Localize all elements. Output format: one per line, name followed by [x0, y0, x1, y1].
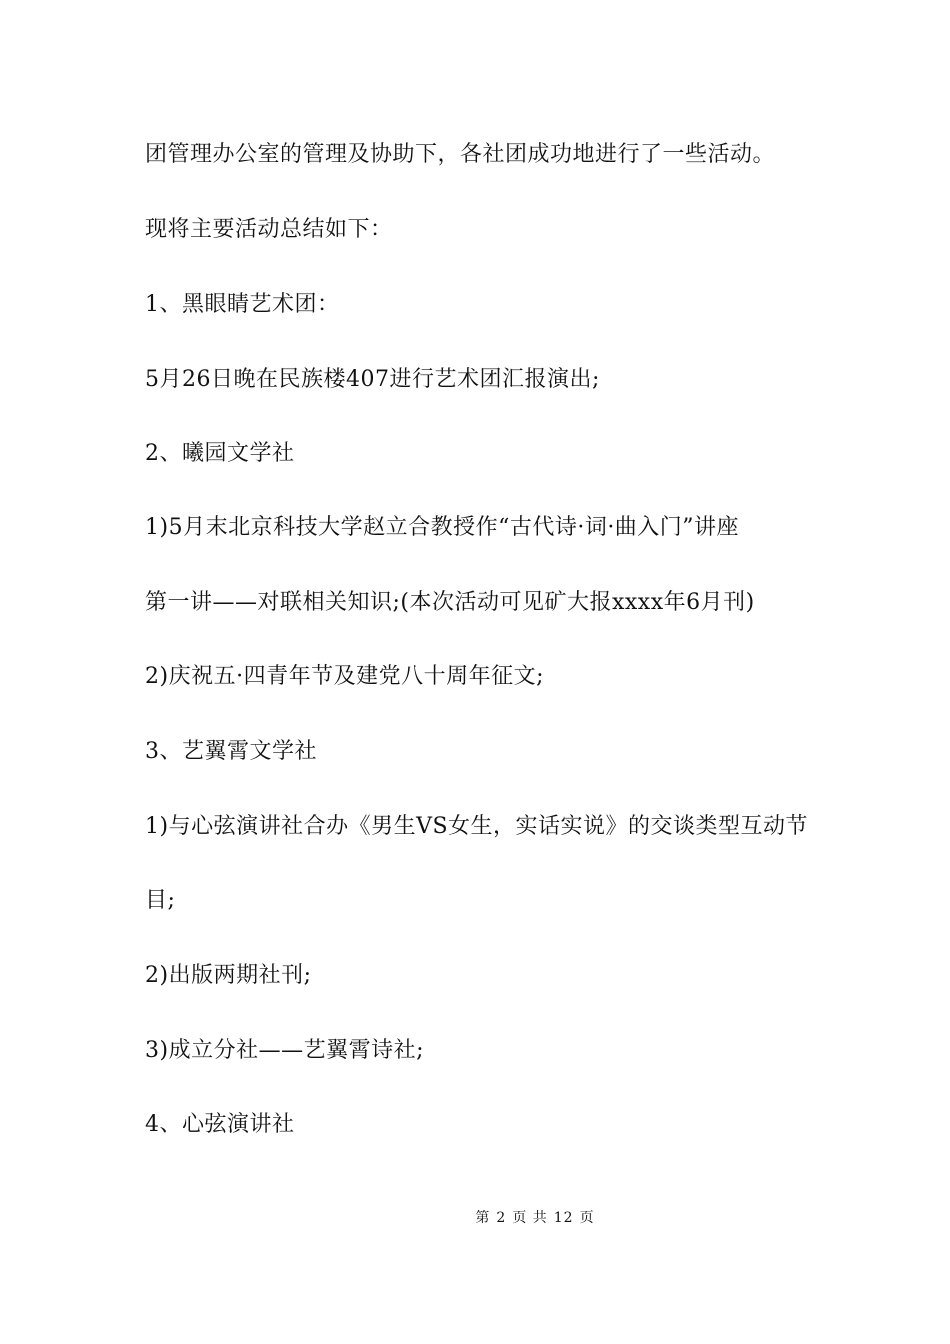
text-line-10: 1)与心弦演讲社合办《男生VS女生，实话实说》的交谈类型互动节 — [145, 814, 809, 839]
text-line-4: 5月26日晚在民族楼407进行艺术团汇报演出; — [145, 367, 600, 392]
text-line-5: 2、曦园文学社 — [145, 441, 295, 466]
text-line-7: 第一讲——对联相关知识;(本次活动可见矿大报xxxx年6月刊) — [145, 590, 755, 615]
text-line-13: 3)成立分社——艺翼霄诗社; — [145, 1038, 424, 1063]
footer-page-number: 2 — [496, 1210, 507, 1226]
footer-page-mid: 页 共 — [512, 1210, 548, 1226]
page-footer — [0, 1208, 950, 1228]
text-line-6: 1)5月末北京科技大学赵立合教授作“古代诗·词·曲入门”讲座 — [145, 515, 740, 540]
text-line-11: 目; — [145, 888, 176, 913]
footer-page-prefix: 第 — [475, 1210, 491, 1226]
text-line-14: 4、心弦演讲社 — [145, 1112, 295, 1137]
text-line-1: 团管理办公室的管理及协助下，各社团成功地进行了一些活动。 — [145, 142, 776, 167]
text-line-2: 现将主要活动总结如下： — [145, 217, 393, 242]
footer-page-suffix: 页 — [579, 1210, 595, 1226]
text-line-3: 1、黑眼睛艺术团： — [145, 292, 340, 317]
text-line-8: 2)庆祝五·四青年节及建党八十周年征文; — [145, 664, 544, 689]
text-line-12: 2)出版两期社刊; — [145, 963, 312, 988]
text-line-9: 3、艺翼霄文学社 — [145, 739, 317, 764]
footer-total-pages: 12 — [553, 1210, 574, 1226]
